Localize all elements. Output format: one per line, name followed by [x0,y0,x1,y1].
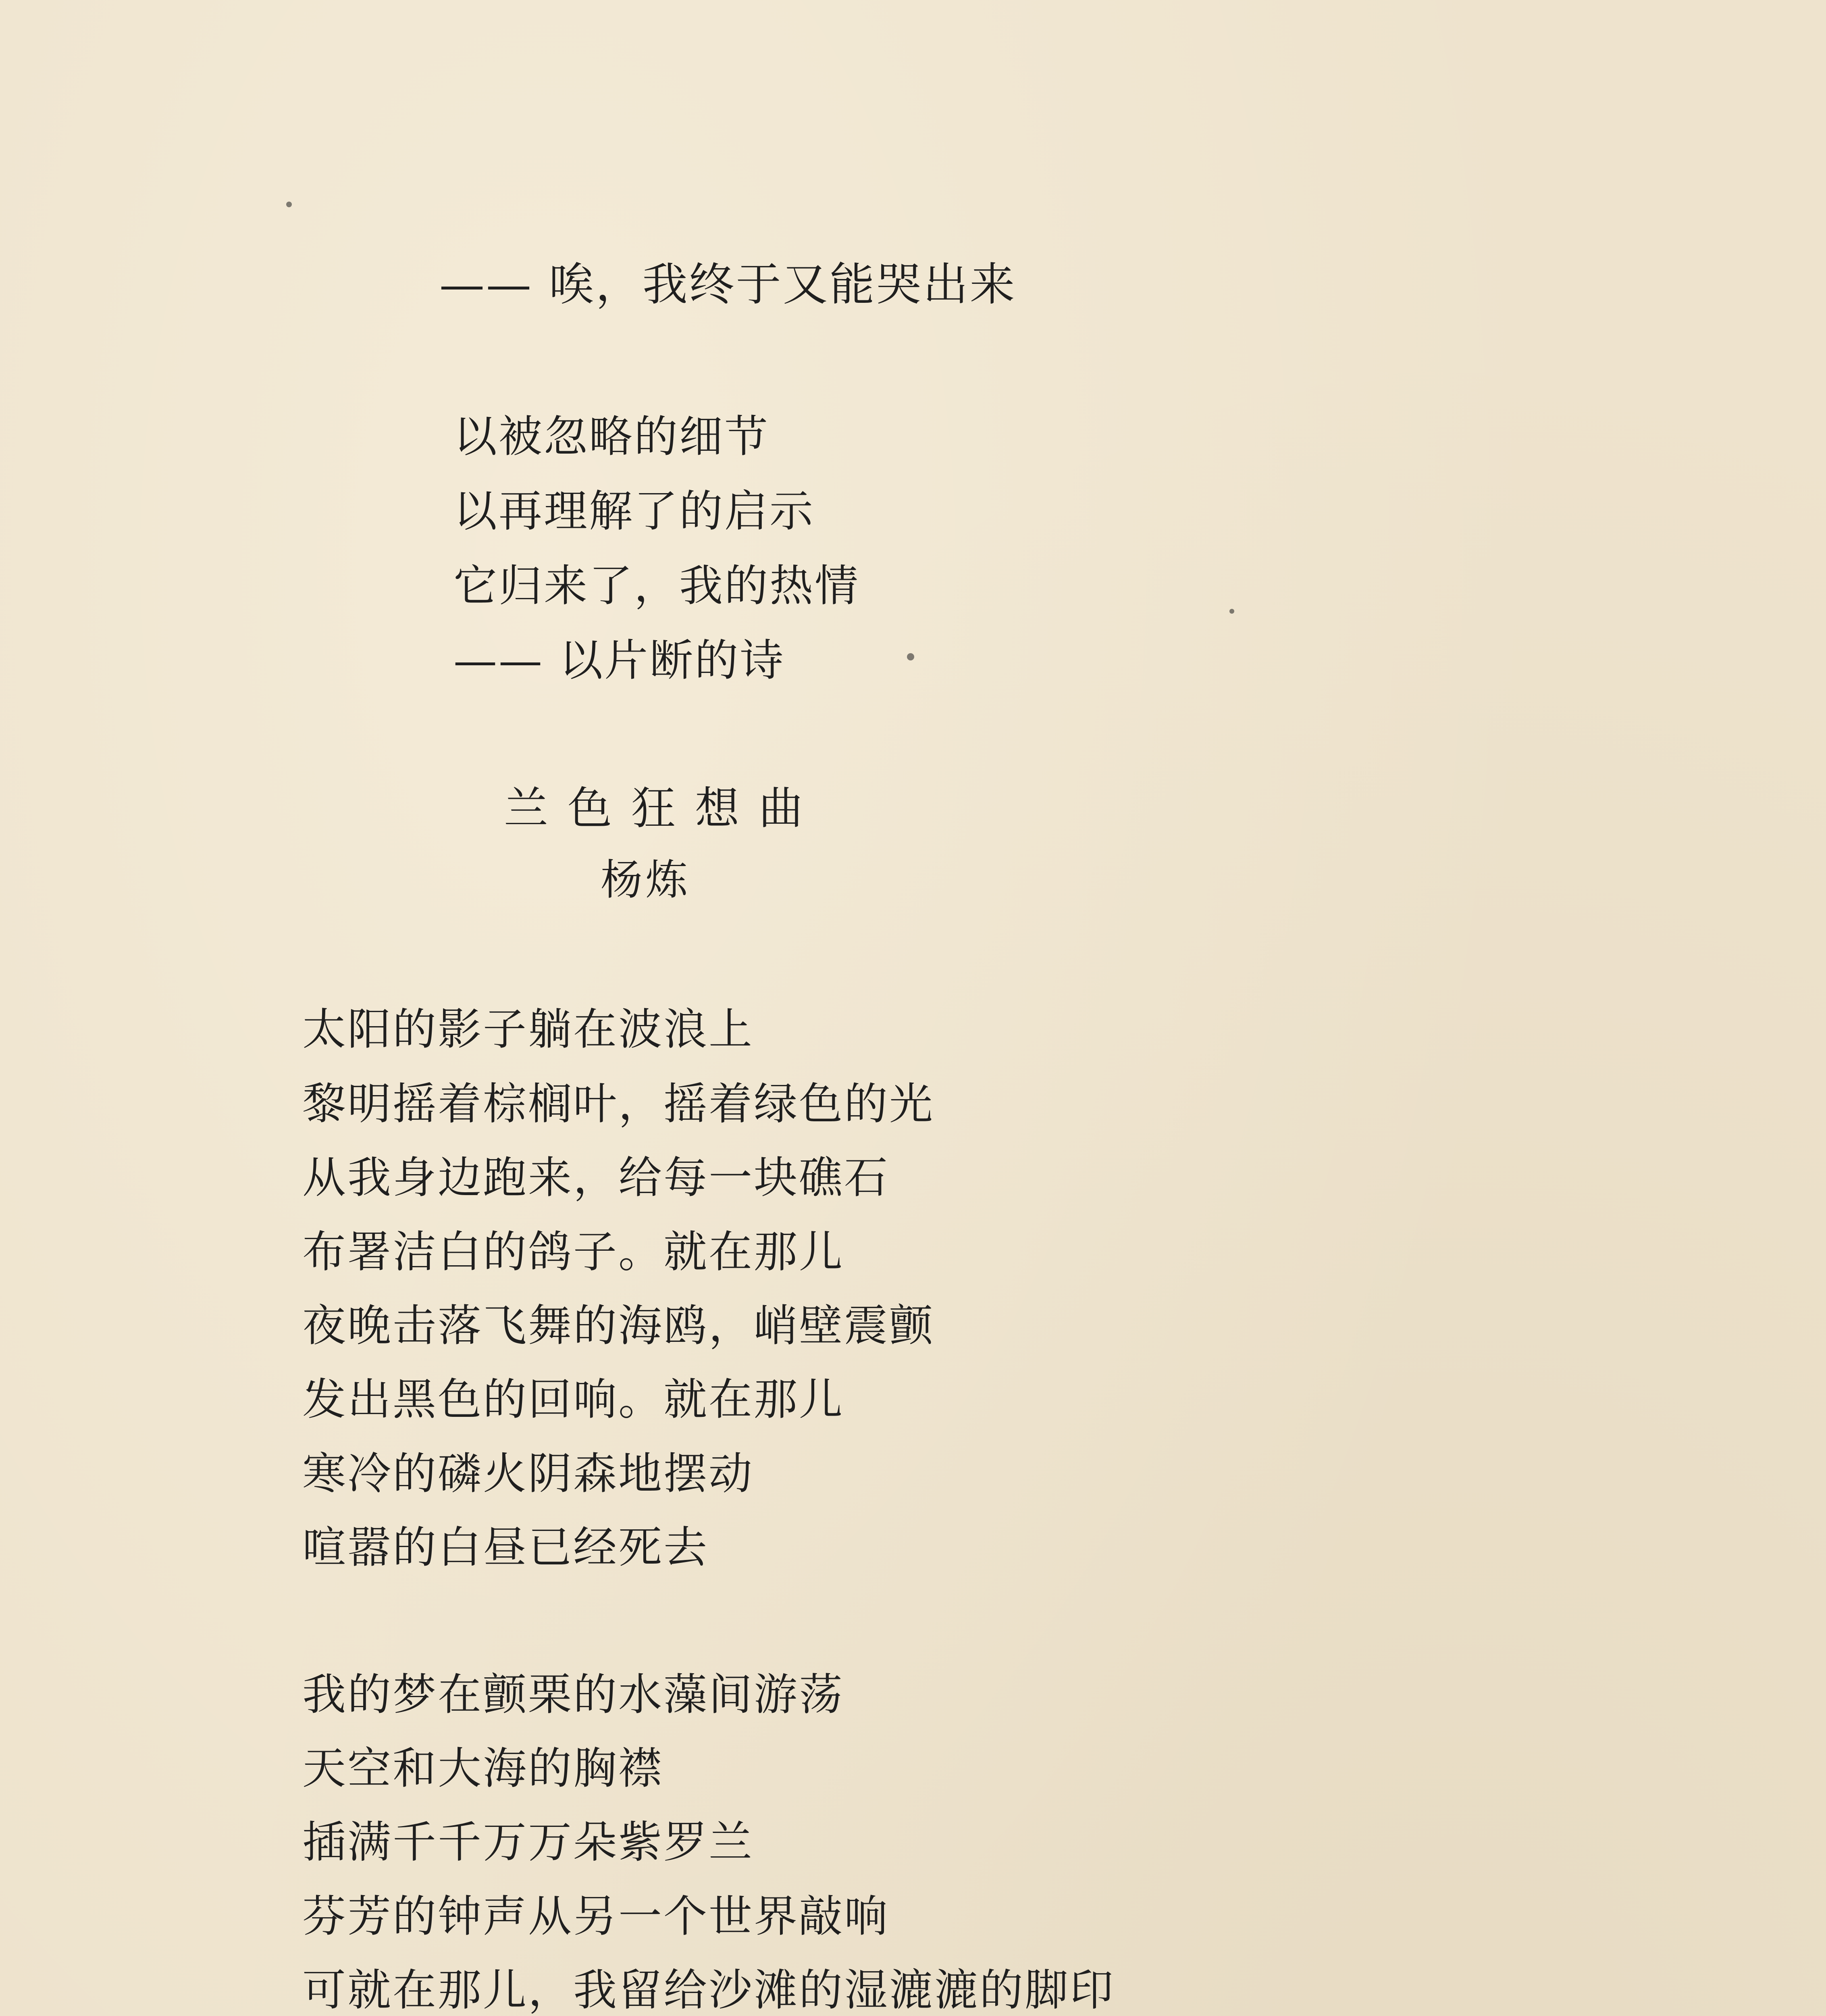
poem-line: 从我身边跑来，给每一块礁石 [302,1153,890,1203]
poem-line: 喧嚣的白昼已经死去 [302,1522,709,1573]
poem-line: 黎明摇着棕榈叶，摇着绿色的光 [302,1079,935,1129]
poem-line: 布署洁白的鸽子。就在那儿 [302,1227,844,1277]
poem-line: 发出黑色的回响。就在那儿 [302,1375,844,1425]
poem-line: 我的梦在颤栗的水藻间游荡 [302,1670,844,1720]
poem-line: 天空和大海的胸襟 [302,1743,664,1794]
paper-speck [286,202,292,207]
poem-author: 杨炼 [601,855,691,904]
intro-line: 以再理解了的启示 [453,486,815,537]
intro-line: 它归来了，我的热情 [453,561,860,611]
poem-line: 太阳的影子躺在波浪上 [302,1004,754,1055]
poem-line: 芬芳的钟声从另一个世界敲响 [302,1891,890,1942]
opening-heading-line: —— 唉，我终于又能哭出来 [439,258,1017,311]
poem-line: 插满千千万万朵紫罗兰 [302,1817,754,1868]
intro-line: 以被忽略的细节 [453,412,770,462]
paper-speck [907,653,914,660]
intro-line: —— 以片断的诗 [453,635,785,686]
poem-line: 夜晚击落飞舞的海鸥，峭壁震颤 [302,1301,935,1351]
poem-line: 可就在那儿，我留给沙滩的湿漉漉的脚印 [302,1965,1115,2016]
paper-speck [1229,609,1234,614]
poem-line: 寒冷的磷火阴森地摆动 [302,1449,754,1499]
poem-title: 兰色狂想曲 [504,783,822,834]
